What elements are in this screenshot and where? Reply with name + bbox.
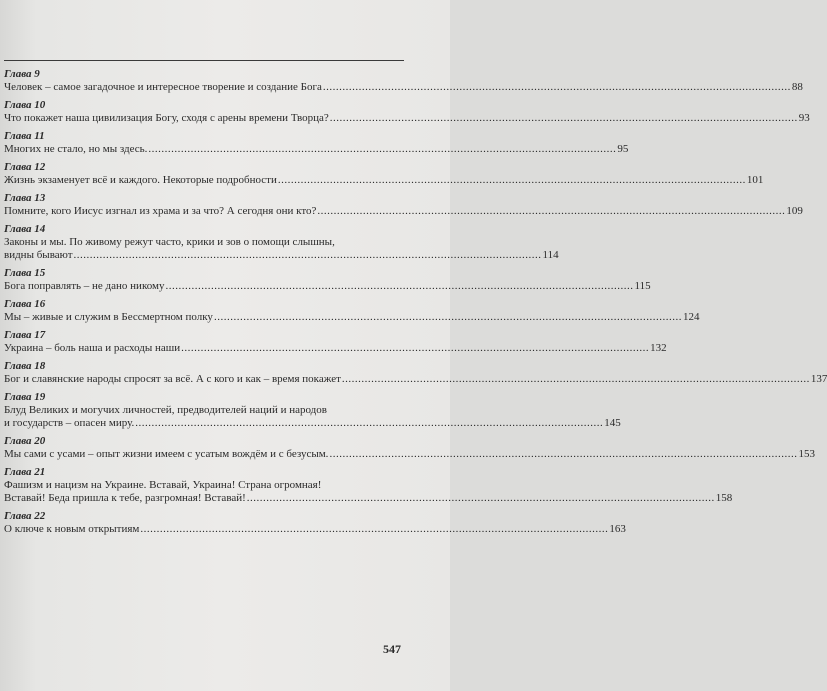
chapter-title: Мы сами с усами – опыт жизни имеем с усатым вождём и с безусым. — [4, 448, 329, 460]
chapter-title-row — [4, 143, 629, 156]
chapter-page-number: 137 — [810, 373, 827, 385]
toc-entry — [4, 99, 810, 125]
chapter-title-row — [4, 249, 559, 262]
chapter-title-row — [4, 373, 827, 386]
chapter-heading: Глава 16 — [4, 298, 46, 310]
chapter-heading: Глава 21 — [4, 466, 46, 478]
chapter-title: О ключе к новым открытиям — [4, 523, 140, 535]
dot-leader — [323, 81, 791, 94]
dot-leader — [330, 112, 798, 125]
chapter-title: Украина – боль наша и расходы наши — [4, 342, 181, 354]
dot-leader — [329, 448, 797, 461]
chapter-heading: Глава 12 — [4, 161, 46, 173]
chapter-title-row — [4, 112, 810, 125]
chapter-title: Бога поправлять – не дано никому — [4, 280, 165, 292]
toc-entry — [4, 435, 815, 461]
chapter-heading: Глава 10 — [4, 99, 46, 111]
chapter-page-number: 114 — [542, 249, 559, 261]
chapter-title-line: Фашизм и нацизм на Украине. Вставай, Украина! Страна огромная! — [4, 479, 322, 491]
chapter-page-number: 153 — [798, 448, 815, 460]
chapter-title-row — [4, 174, 764, 187]
chapter-page-number: 93 — [798, 112, 810, 124]
chapter-page-number: 132 — [650, 342, 667, 354]
chapter-page-number: 158 — [715, 492, 733, 504]
toc-entry — [4, 68, 803, 94]
chapter-title-row — [4, 280, 651, 293]
chapter-page-number: 95 — [617, 143, 629, 155]
chapter-title-row — [4, 342, 667, 355]
chapter-title: Вставай! Беда пришла к тебе, разгромная! Вставай! — [4, 492, 246, 504]
toc-entry — [4, 391, 621, 430]
toc-entry — [4, 329, 667, 355]
dot-leader — [342, 373, 810, 386]
chapter-heading: Глава 11 — [4, 130, 45, 142]
chapter-title-line: Законы и мы. По живому режут часто, крики и зов о помощи слышны, — [4, 236, 335, 248]
chapter-page-number: 145 — [604, 417, 621, 429]
chapter-title: и государств – опасен миру. — [4, 417, 135, 429]
chapter-heading: Глава 20 — [4, 435, 46, 447]
dot-leader — [140, 523, 608, 536]
toc-entry — [4, 130, 629, 156]
dot-leader — [135, 417, 603, 430]
dot-leader — [247, 492, 715, 505]
chapter-title: видны бывают — [4, 249, 73, 261]
chapter-title: Человек – самое загадочное и интересное творение и создание Бога — [4, 81, 322, 93]
toc-entry — [4, 360, 827, 386]
dot-leader — [214, 311, 682, 324]
chapter-title-row — [4, 81, 803, 94]
dot-leader — [181, 342, 649, 355]
chapter-title: Жизнь экзаменует всё и каждого. Некоторые подробности — [4, 174, 277, 186]
chapter-title-row — [4, 523, 626, 536]
toc-entry — [4, 161, 764, 187]
chapter-page-number: 115 — [634, 280, 651, 292]
chapter-title: Что покажет наша цивилизация Богу, сходя с арены времени Творца? — [4, 112, 329, 124]
chapter-heading: Глава 19 — [4, 391, 46, 403]
chapter-page-number: 124 — [682, 311, 700, 323]
toc-entry — [4, 510, 626, 536]
chapter-heading: Глава 13 — [4, 192, 46, 204]
chapter-title-row — [4, 492, 733, 505]
table-of-contents — [4, 68, 827, 541]
chapter-heading: Глава 14 — [4, 223, 46, 235]
chapter-heading: Глава 9 — [4, 68, 40, 80]
toc-entry — [4, 192, 803, 218]
dot-leader — [165, 280, 633, 293]
chapter-title-line: Блуд Великих и могучих личностей, предводителей наций и народов — [4, 404, 327, 416]
chapter-page-number: 88 — [791, 81, 803, 93]
toc-entry — [4, 223, 559, 262]
chapter-heading: Глава 18 — [4, 360, 46, 372]
chapter-title-row — [4, 205, 803, 218]
chapter-title: Многих не стало, но мы здесь. — [4, 143, 148, 155]
chapter-page-number: 163 — [609, 523, 626, 535]
chapter-title-row — [4, 311, 700, 324]
dot-leader — [74, 249, 542, 262]
chapter-heading: Глава 17 — [4, 329, 46, 341]
chapter-heading: Глава 22 — [4, 510, 46, 522]
chapter-title: Помните, кого Иисус изгнал из храма и за что? А сегодня они кто? — [4, 205, 317, 217]
toc-entry — [4, 298, 700, 324]
toc-entry — [4, 466, 733, 505]
chapter-title: Бог и славянские народы спросят за всё. А с кого и как – время покажет — [4, 373, 341, 385]
chapter-page-number: 101 — [746, 174, 764, 186]
chapter-heading: Глава 15 — [4, 267, 46, 279]
dot-leader — [278, 174, 746, 187]
page-number: 547 — [383, 642, 401, 656]
chapter-page-number: 109 — [786, 205, 803, 217]
dot-leader — [317, 205, 785, 218]
chapter-title-row — [4, 417, 621, 430]
chapter-title: Мы – живые и служим в Бессмертном полку — [4, 311, 213, 323]
toc-entry — [4, 267, 651, 293]
top-rule — [4, 60, 404, 61]
chapter-title-row — [4, 448, 815, 461]
dot-leader — [148, 143, 616, 156]
